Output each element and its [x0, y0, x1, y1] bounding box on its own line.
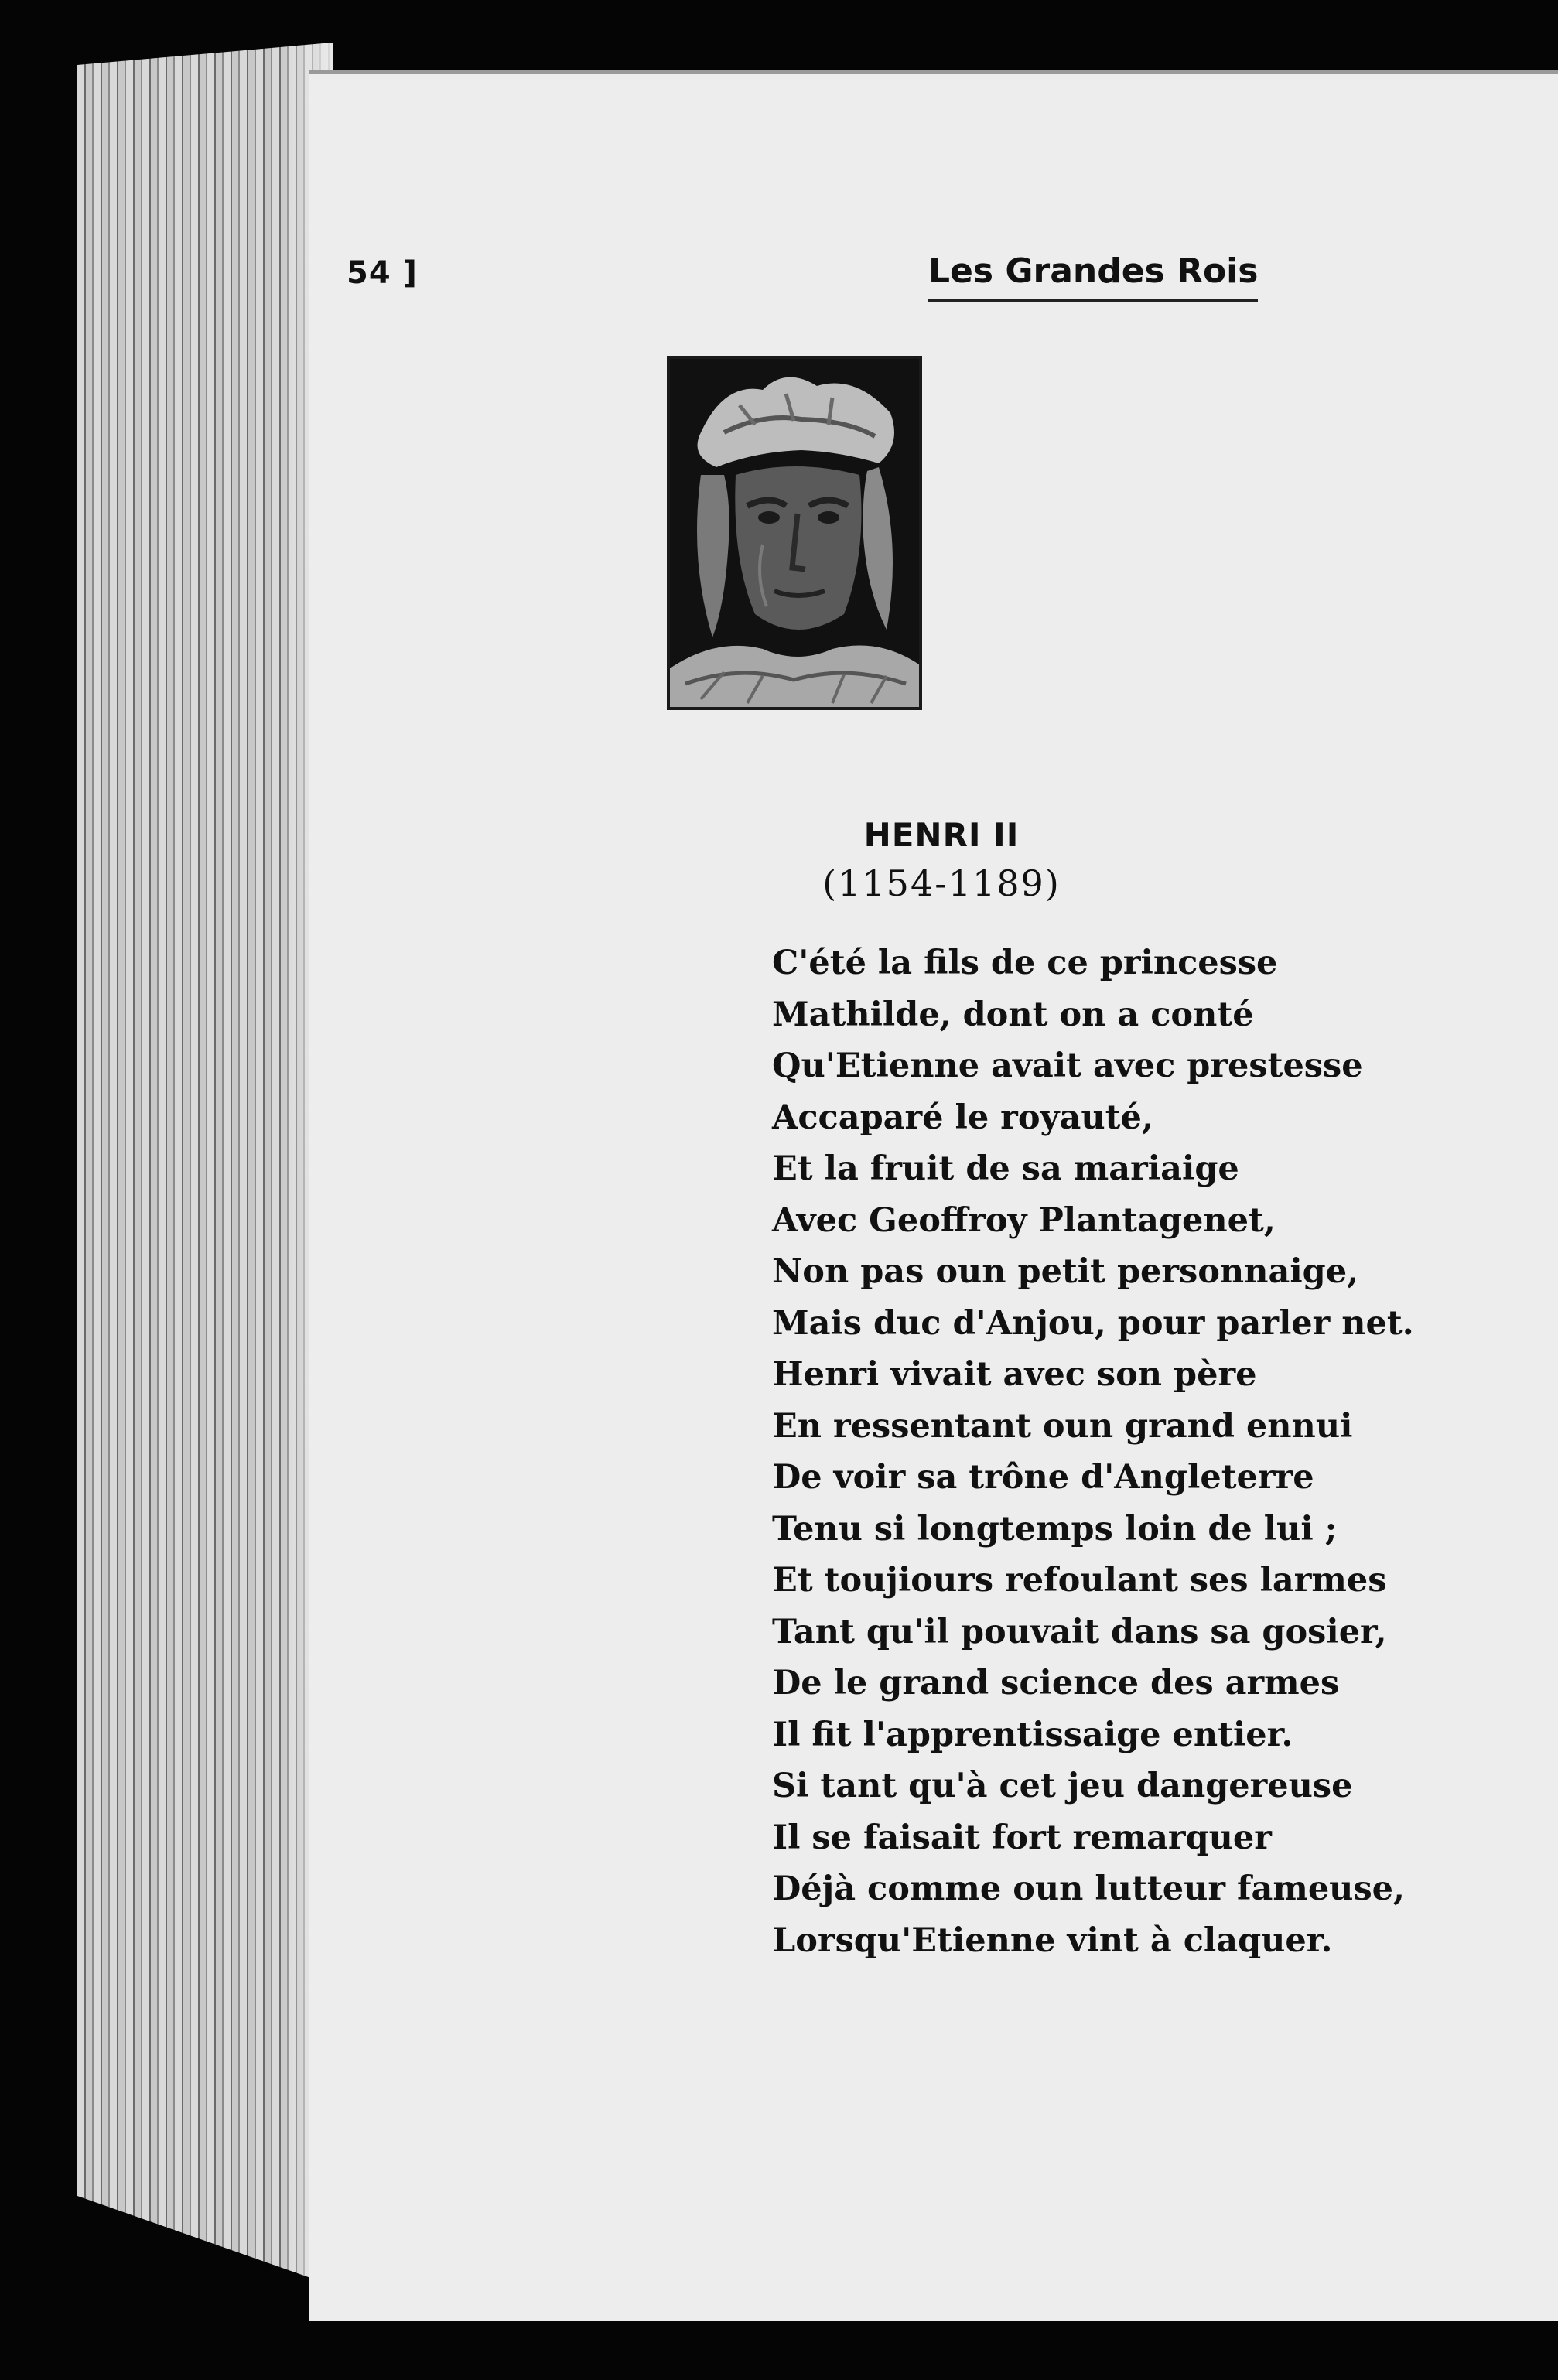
poem-line: Il fit l'apprentissaige entier.	[772, 1715, 1293, 1754]
poem-line: Et toujiours refoulant ses larmes	[772, 1561, 1387, 1600]
poem-line: Mais duc d'Anjou, pour parler net.	[772, 1303, 1414, 1343]
reign-dates	[0, 862, 1558, 904]
king-name-heading	[0, 816, 1558, 854]
poem-line: Lorsqu'Etienne vint à claquer.	[772, 1921, 1333, 1960]
book-page-edges	[77, 43, 333, 2286]
poem-line: Avec Geoffroy Plantagenet,	[772, 1200, 1276, 1240]
poem-line: Il se faisait fort remarquer	[772, 1818, 1272, 1857]
woodcut-portrait-icon	[670, 359, 919, 707]
poem-line: Tant qu'il pouvait dans sa gosier,	[772, 1612, 1387, 1651]
poem-line: En ressentant oun grand ennui	[772, 1406, 1353, 1446]
poem-line: De le grand science des armes	[772, 1664, 1340, 1702]
poem-line: Mathilde, dont on a conté	[772, 995, 1254, 1034]
running-head: Les Grandes Rois	[928, 251, 1258, 302]
poem-line: Déjà comme oun lutteur fameuse,	[772, 1870, 1405, 1908]
king-name: HENRI II	[863, 816, 1020, 854]
poem-line: De voir sa trône d'Angleterre	[772, 1458, 1314, 1497]
poem-line: Accaparé le royauté,	[772, 1098, 1153, 1137]
king-portrait-image	[667, 356, 922, 710]
poem-line: Qu'Etienne avait avec prestesse	[772, 1047, 1363, 1085]
poem	[772, 937, 1414, 1966]
reign-years: (1154-1189)	[822, 862, 1061, 904]
poem-line: Si tant qu'à cet jeu dangereuse	[772, 1767, 1353, 1805]
poem-line: Non pas oun petit personnaige,	[772, 1252, 1359, 1291]
poem-line: Henri vivait avec son père	[772, 1355, 1257, 1394]
page-number: 54 ]	[347, 255, 418, 291]
poem-line: C'été la fils de ce princesse	[772, 944, 1278, 982]
poem-line: Et la fruit de sa mariaige	[772, 1149, 1239, 1188]
poem-line: Tenu si longtemps loin de lui ;	[772, 1509, 1338, 1549]
